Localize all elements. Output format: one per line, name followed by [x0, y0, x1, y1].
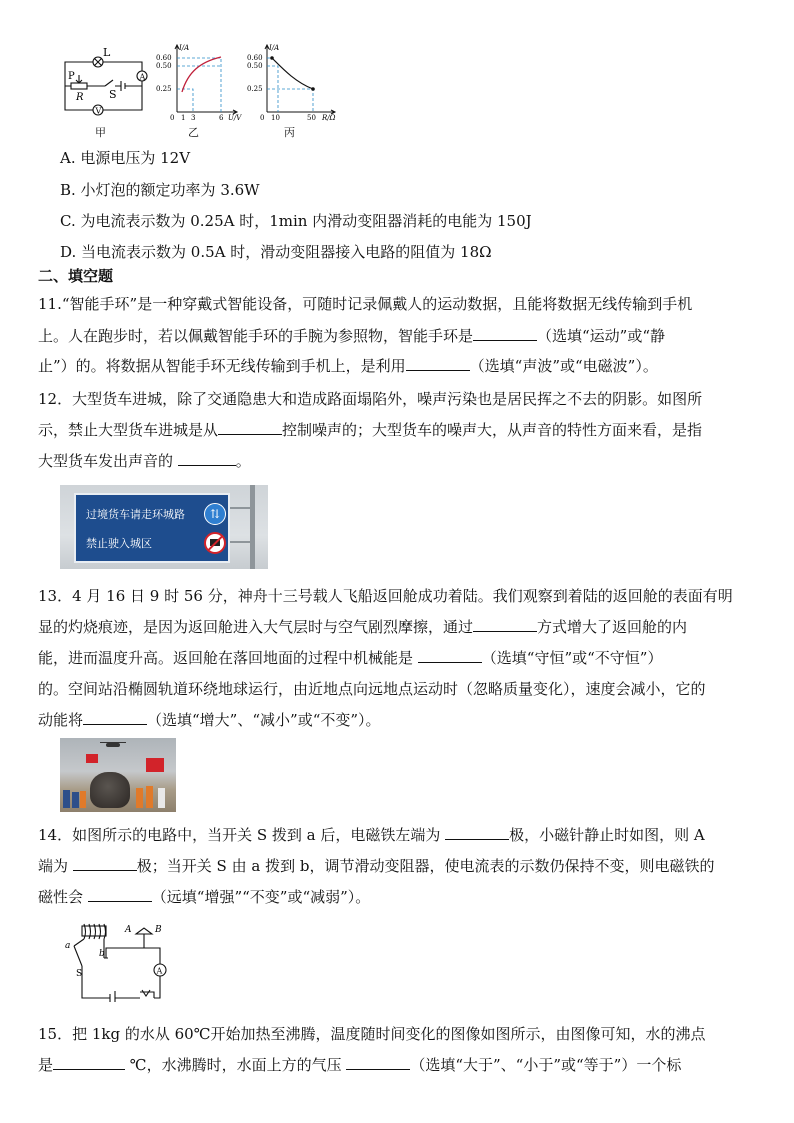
needle-end-b: B: [155, 925, 162, 935]
capsule-shape: [90, 772, 130, 808]
no-truck-icon: [204, 532, 226, 554]
q15-line-2: 是 ℃，水沸腾时，水面上方的气压 （选填“大于”、“小于”或“等于”）一个标: [38, 1056, 682, 1074]
road-sign-photo: [60, 485, 268, 569]
top-figure: [55, 40, 345, 140]
terminal-b: b: [99, 949, 105, 959]
electromagnet-circuit: [62, 918, 178, 1002]
yi-xtick-1: 1: [181, 114, 186, 122]
q12-line-3: 大型货车发出声音的 。: [38, 452, 251, 470]
q13-blank-2[interactable]: [418, 648, 482, 663]
caption-bing: 丙: [284, 126, 295, 139]
q14-line-1: 14．如图所示的电路中，当开关 S 拨到 a 后，电磁铁左端为 极，小磁针静止时如图，则 A: [38, 826, 705, 844]
bing-xtick-10: 10: [271, 114, 280, 122]
q15-line-1: 15．把 1kg 的水从 60℃开始加热至沸腾，温度随时间变化的图像如图所示，由图像可知，水的沸点: [38, 1025, 706, 1043]
bing-ytick-050: 0.50: [247, 62, 263, 70]
graph-bing: [247, 40, 347, 122]
q14-blank-3[interactable]: [88, 887, 152, 902]
bing-xlabel: R/Ω: [322, 114, 336, 122]
ammeter-label: A: [139, 72, 146, 82]
q13-blank-1[interactable]: [473, 617, 537, 632]
q12-blank-2[interactable]: [178, 451, 236, 466]
detour-arrow-icon: ⇅: [204, 503, 226, 525]
bing-ytick-060: 0.60: [247, 54, 263, 62]
q13-line-4: 的。空间站沿椭圆轨道环绕地球运行，由近地点向远地点运动时（忽略质量变化），速度会减小，它的: [38, 680, 706, 698]
capsule-landing-photo: [60, 738, 176, 812]
yi-ytick-060: 0.60: [156, 54, 172, 62]
helicopter-icon: [106, 743, 120, 747]
q15-blank-2[interactable]: [346, 1055, 410, 1070]
ammeter-symbol: A: [156, 966, 163, 976]
switch-s: S: [76, 969, 83, 979]
yi-xtick-3: 3: [191, 114, 196, 122]
label-P: P: [68, 71, 75, 82]
caption-jia: 甲: [95, 126, 106, 139]
q13-line-5: 动能将 （选填“增大”、“减小”或“不变”）。: [38, 711, 381, 729]
q11-blank-2[interactable]: [406, 356, 470, 371]
q15-blank-1[interactable]: [53, 1055, 125, 1070]
yi-xlabel: U/V: [228, 114, 242, 122]
circuit-diagram-jia: [55, 40, 155, 120]
terminal-a: a: [65, 941, 71, 951]
bing-ylabel: I/A: [269, 44, 280, 52]
q13-line-3: 能，进而温度升高。返回舱在落回地面的过程中机械能是 （选填“守恒”或“不守恒”）: [38, 649, 663, 667]
q12-line-2: 示，禁止大型货车进城是从 控制噪声的；大型货车的噪声大，从声音的特性方面来看，是指: [38, 421, 703, 439]
yi-ylabel: I/A: [179, 44, 190, 52]
q13-line-2: 显的灼烧痕迹，是因为返回舱进入大气层时与空气剧烈摩擦，通过 方式增大了返回舱的内: [38, 618, 688, 636]
q14-blank-1[interactable]: [445, 825, 509, 840]
needle-end-a: A: [125, 925, 132, 935]
q14-line-3: 磁性会 （远填“增强”“不变”或“减弱”）。: [38, 888, 371, 906]
label-R: R: [76, 92, 84, 103]
q10-option-c: C. 为电流表示数为 0.25A 时，1min 内滑动变阻器消耗的电能为 150J: [60, 212, 532, 230]
yi-xtick-0: 0: [170, 114, 175, 122]
q13-line-1: 13．4 月 16 日 9 时 56 分，神舟十三号载人飞船返回舱成功着陆。我们观察到着陆的返回舱的表面有明: [38, 587, 733, 605]
sign-line-2: 禁止驶入城区: [86, 537, 152, 550]
q10-option-a: A. 电源电压为 12V: [60, 149, 191, 167]
sign-board: [74, 493, 230, 563]
bing-xtick-0: 0: [260, 114, 265, 122]
yi-ytick-050: 0.50: [156, 62, 172, 70]
graph-yi: [155, 40, 250, 122]
q10-option-b: B. 小灯泡的额定功率为 3.6W: [60, 181, 260, 199]
flag-left: [86, 754, 98, 763]
bing-xtick-50: 50: [307, 114, 316, 122]
q11-line-3: 止”）的。将数据从智能手环无线传输到手机上，是利用 （选填“声波”或“电磁波”）。: [38, 357, 658, 375]
yi-xtick-6: 6: [219, 114, 224, 122]
q14-line-2: 端为 极；当开关 S 由 a 拨到 b，调节滑动变阻器，使电流表的示数仍保持不变，则电磁铁的: [38, 857, 715, 875]
label-L: L: [103, 46, 111, 59]
q11-line-2: 上。人在跑步时，若以佩戴智能手环的手腕为参照物，智能手环是 （选填“运动”或“静: [38, 327, 666, 345]
voltmeter-label: V: [95, 106, 102, 116]
bing-ytick-025: 0.25: [247, 85, 263, 93]
q11-blank-1[interactable]: [473, 326, 537, 341]
q12-blank-1[interactable]: [218, 420, 282, 435]
q11-line-1: 11.“智能手环”是一种穿戴式智能设备，可随时记录佩戴人的运动数据，且能将数据无线传输到手机: [38, 295, 693, 313]
yi-ytick-025: 0.25: [156, 85, 172, 93]
flag-right: [146, 758, 164, 772]
section-title: 二、填空题: [38, 267, 114, 285]
q10-option-d: D. 当电流表示数为 0.5A 时，滑动变阻器接入电路的阻值为 18Ω: [60, 243, 492, 261]
caption-yi: 乙: [188, 126, 199, 139]
q13-blank-3[interactable]: [83, 710, 147, 725]
sign-line-1: 过境货车请走环城路: [86, 508, 185, 521]
q14-blank-2[interactable]: [73, 856, 137, 871]
label-S: S: [109, 88, 117, 101]
q12-line-1: 12．大型货车进城，除了交通隐患大和造成路面塌陷外，噪声污染也是居民挥之不去的阴影。如图所: [38, 390, 703, 408]
